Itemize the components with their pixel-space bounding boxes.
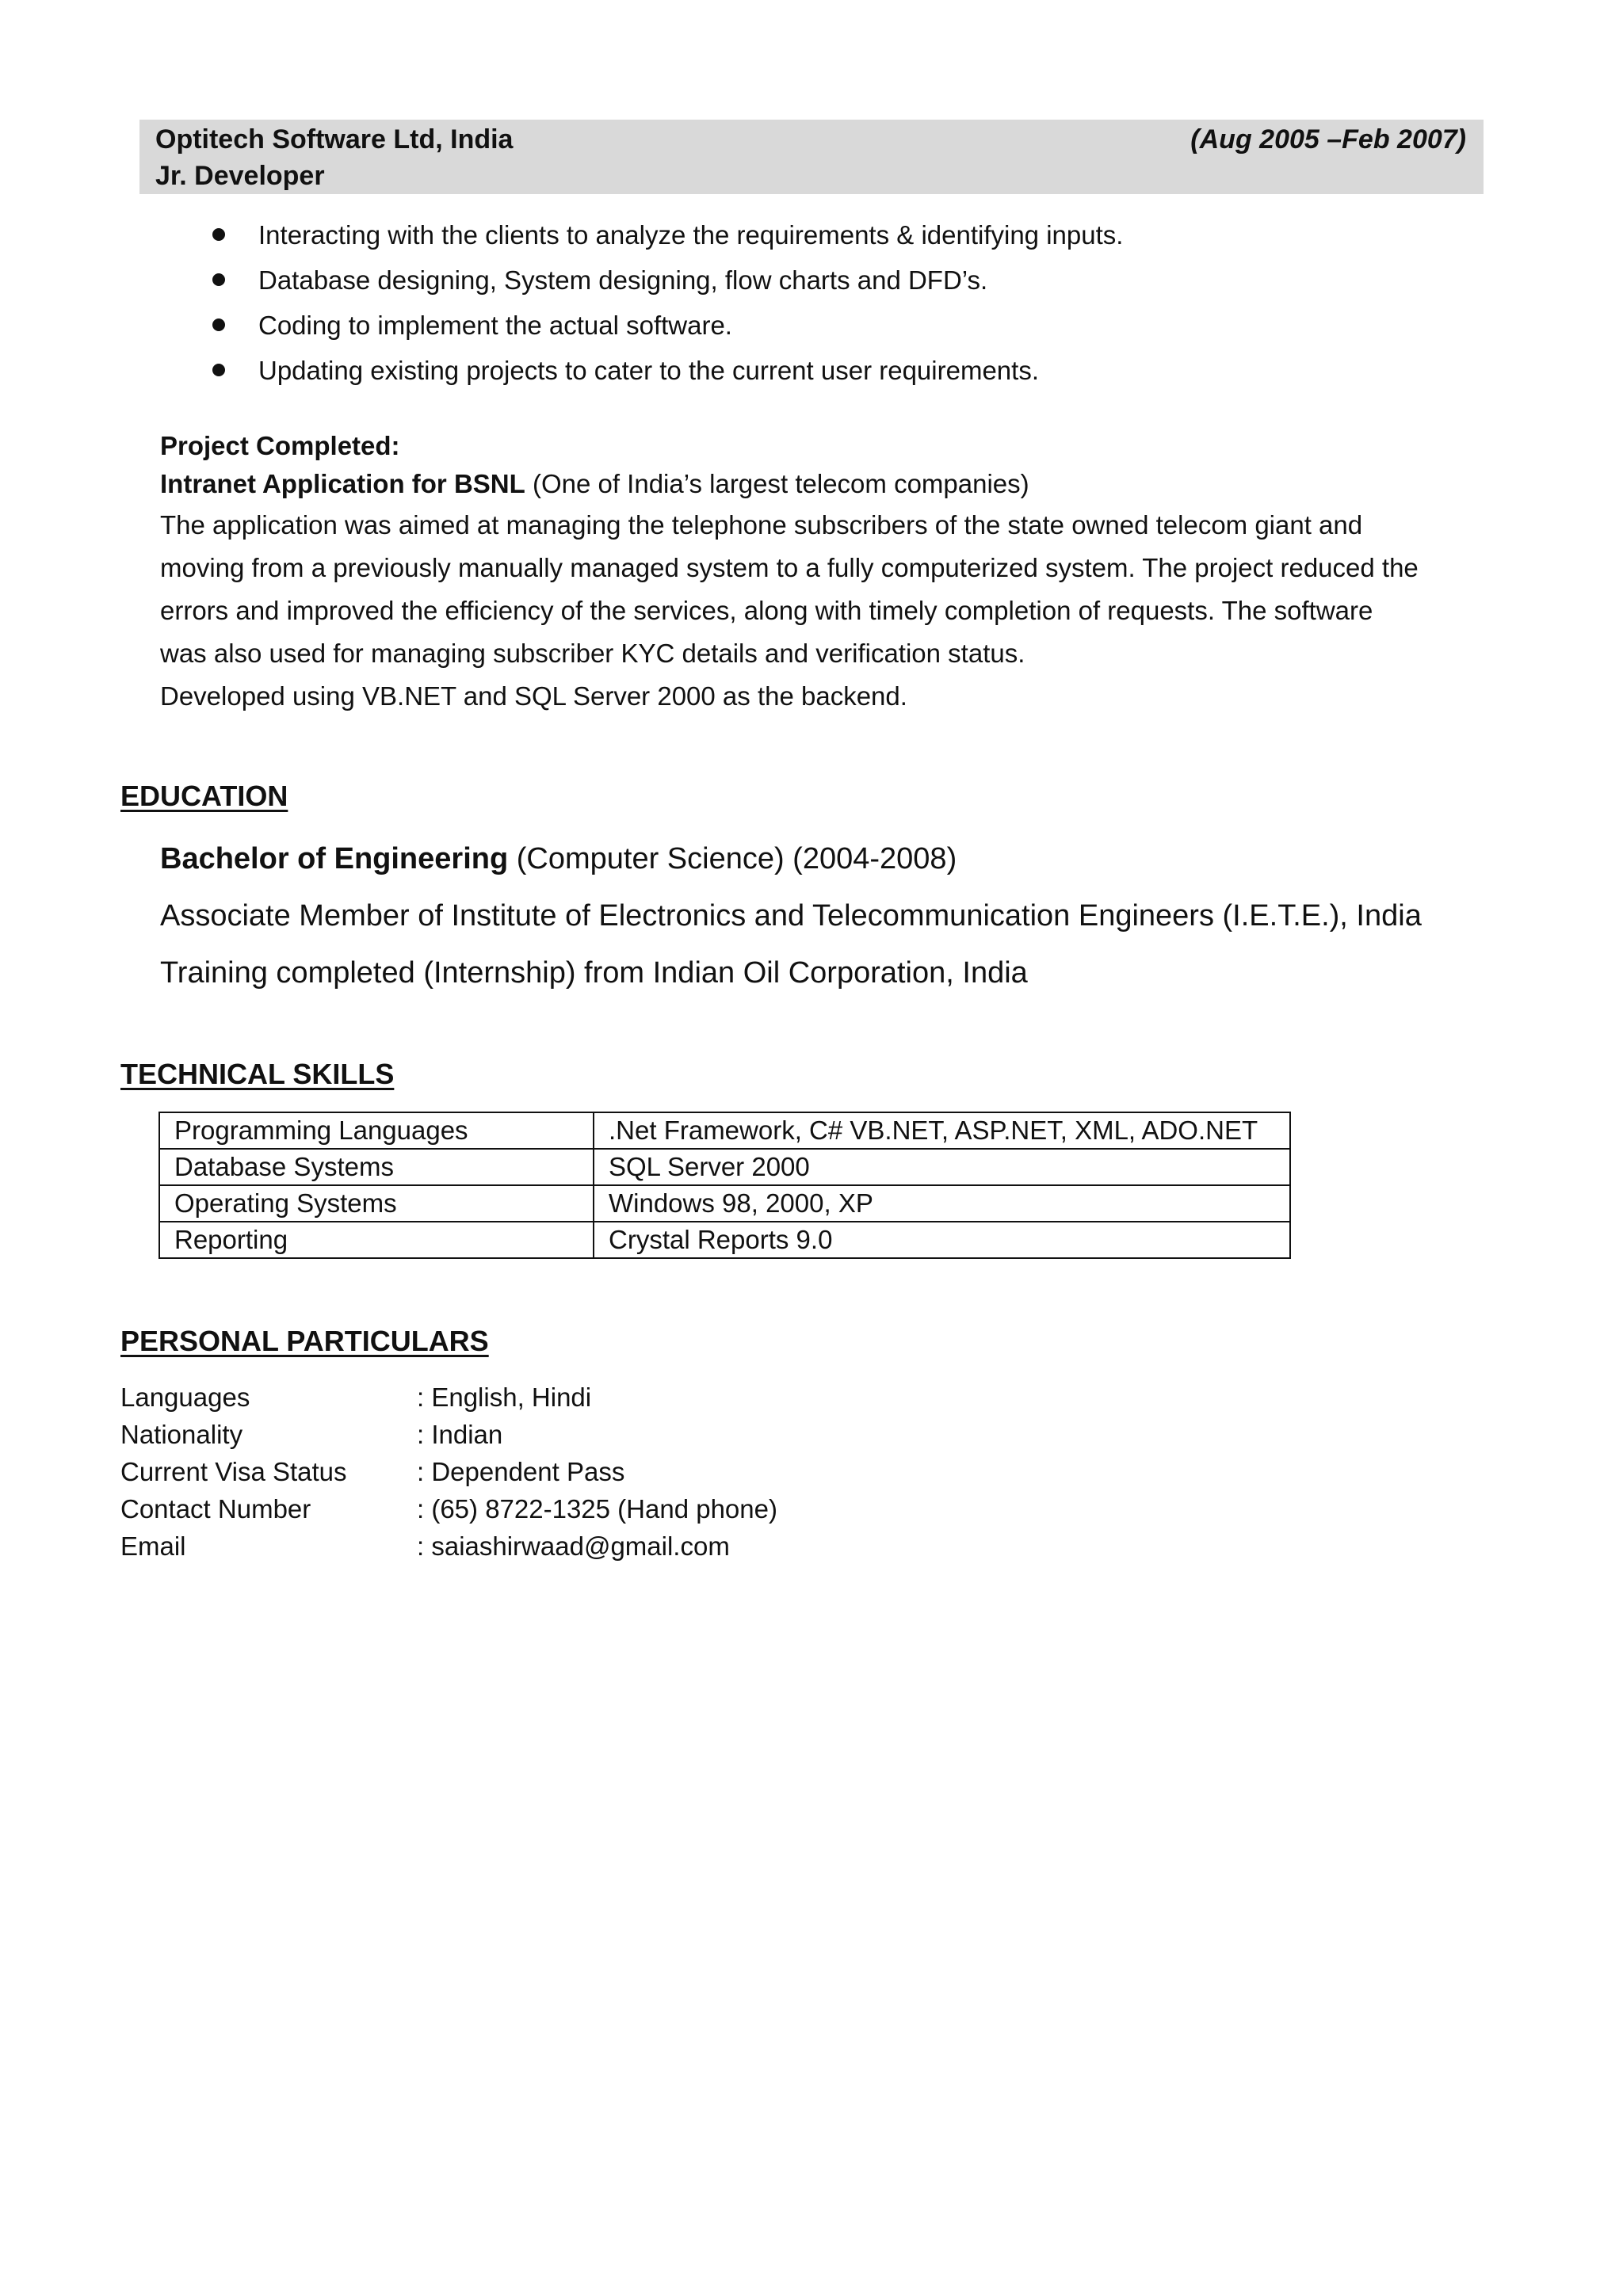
technical-skills-heading: TECHNICAL SKILLS (120, 1058, 395, 1090)
education-heading: EDUCATION (120, 780, 288, 812)
bullet-icon (212, 228, 225, 241)
bullet-icon (212, 364, 225, 376)
particular-label: Email (120, 1531, 186, 1561)
project-name-line (160, 464, 1523, 504)
list-item (208, 303, 1123, 348)
description-line: Developed using VB.NET and SQL Server 2000 as the backend. (160, 681, 907, 711)
email-value: : saiashirwaad@gmail.com (417, 1531, 730, 1561)
skill-category: Programming Languages (159, 1112, 594, 1149)
skill-category: Reporting (159, 1222, 594, 1258)
particular-label: Nationality (120, 1420, 243, 1449)
description-line: The application was aimed at managing the telephone subscribers of the state owned telecom giant and (160, 510, 1363, 540)
table-row (159, 1149, 1290, 1185)
skills-table (158, 1112, 1291, 1259)
particular-label: Languages (120, 1383, 250, 1412)
duty-text: Updating existing projects to cater to the current user requirements. (258, 356, 1039, 385)
degree-detail: (Computer Science) (2004-2008) (508, 842, 957, 875)
table-row (159, 1222, 1290, 1258)
education-item: Associate Member of Institute of Electronics and Telecommunication Engineers (I.E.T.E.), India (160, 899, 1422, 933)
bullet-icon (212, 318, 225, 331)
project-description (160, 504, 1523, 718)
degree-item (160, 830, 1422, 887)
particular-value: : (65) 8722-1325 (Hand phone) (417, 1494, 777, 1524)
skill-value: Windows 98, 2000, XP (594, 1185, 1290, 1222)
description-line: moving from a previously manually managed system to a fully computerized system. The project reduced the (160, 553, 1419, 582)
description-line: errors and improved the efficiency of the services, along with timely completion of requests. The software (160, 596, 1373, 625)
list-item (208, 348, 1123, 393)
description-line: was also used for managing subscriber KYC details and verification status. (160, 639, 1025, 668)
list-item (208, 212, 1123, 257)
project-heading: Project Completed: (160, 431, 400, 460)
duty-text: Interacting with the clients to analyze the requirements & identifying inputs. (258, 220, 1124, 250)
duty-text: Coding to implement the actual software. (258, 311, 732, 340)
skill-value: Crystal Reports 9.0 (594, 1222, 1290, 1258)
job-header (139, 120, 1484, 194)
employment-dates: (Aug 2005 –Feb 2007) (1190, 124, 1466, 154)
skill-value: SQL Server 2000 (594, 1149, 1290, 1185)
company-name: Optitech Software Ltd, India (155, 124, 514, 154)
duty-text: Database designing, System designing, flow charts and DFD’s. (258, 265, 988, 295)
table-row (159, 1112, 1290, 1149)
table-row (159, 1185, 1290, 1222)
personal-particulars-heading: PERSONAL PARTICULARS (120, 1325, 489, 1357)
degree-name: Bachelor of Engineering (160, 842, 509, 875)
job-title: Jr. Developer (155, 161, 325, 191)
project-name-note: (One of India’s largest telecom companies) (525, 469, 1029, 498)
list-item (208, 257, 1123, 303)
skill-category: Database Systems (159, 1149, 594, 1185)
skill-category: Operating Systems (159, 1185, 594, 1222)
education-list (160, 830, 1422, 1001)
education-item: Training completed (Internship) from Indian Oil Corporation, India (160, 956, 1028, 990)
particular-label: Contact Number (120, 1494, 311, 1524)
project-name: Intranet Application for BSNL (160, 469, 525, 498)
duties-list (208, 212, 1123, 393)
skill-value: .Net Framework, C# VB.NET, ASP.NET, XML, ADO.NET (594, 1112, 1290, 1149)
particular-value: : English, Hindi (417, 1383, 592, 1412)
particular-label: Current Visa Status (120, 1457, 347, 1486)
particular-value: : Dependent Pass (417, 1457, 625, 1486)
bullet-icon (212, 273, 225, 286)
project-section (160, 428, 1523, 718)
particular-value: : Indian (417, 1420, 503, 1449)
